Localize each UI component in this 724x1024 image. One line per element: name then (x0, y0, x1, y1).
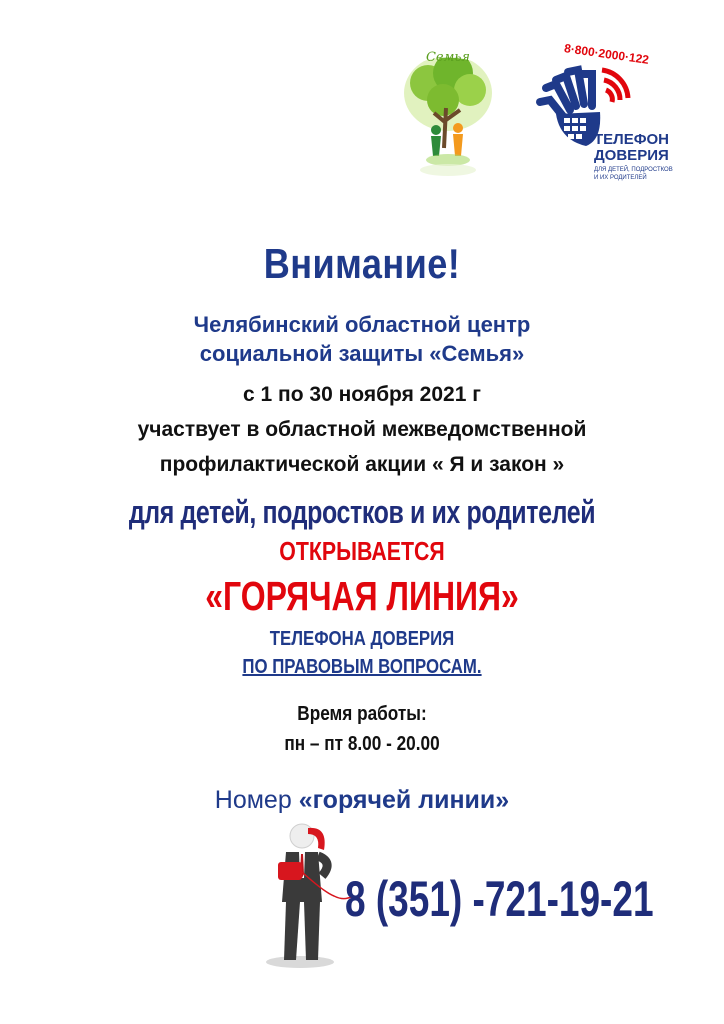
helpline-logo-sub-2: И ИХ РОДИТЕЛЕЙ (594, 175, 647, 181)
helpline-logo (532, 40, 678, 190)
helpline-logo-sub-1: ДЛЯ ДЕТЕЙ, ПОДРОСТКОВ (594, 167, 673, 173)
figure-head (290, 824, 314, 848)
figure-shadow (266, 956, 334, 968)
opens-line: ОТКРЫВАЕТСЯ (279, 536, 445, 566)
semya-logo-text: Семья (425, 50, 471, 65)
hand-icon (540, 70, 592, 120)
tree-leaf-cluster (427, 84, 459, 116)
org-line-2: социальной защиты «Семья» (199, 341, 525, 366)
helpline-logo-title-1: ТЕЛЕФОН (594, 131, 669, 148)
helpline-logo-title-2: ДОВЕРИЯ (594, 147, 669, 164)
audience-line: для детей, подростков и их родителей (128, 494, 596, 530)
helpline-line-2 (58, 656, 666, 679)
helpline-logo-number: 8·800·2000·122 (563, 41, 650, 67)
signal-arc-icon (606, 90, 612, 102)
org-line-1: Челябинский областной центр (193, 312, 531, 337)
dates-line: с 1 по 30 ноября 2021 г (243, 383, 481, 406)
red-phone-base-icon (278, 862, 302, 880)
work-hours-title: Время работы: (297, 703, 427, 725)
family-figure-body (431, 136, 441, 156)
hotline-heading: «ГОРЯЧАЯ ЛИНИЯ» (205, 573, 519, 619)
hotline-number-label (0, 786, 724, 815)
family-figure-head (431, 125, 441, 135)
participation-line-1: участвует в областной межведомственной (137, 418, 587, 441)
family-figure-head (453, 123, 463, 133)
figure-arm (318, 856, 327, 876)
helpline-line-1: ТЕЛЕФОНА ДОВЕРИЯ (269, 628, 455, 650)
hotline-number-label-quoted: «горячей линии» (298, 786, 510, 814)
work-hours-value: пн – пт 8.00 - 20.00 (284, 733, 440, 755)
figure-leg (304, 902, 320, 960)
semya-logo (398, 38, 498, 178)
attention-heading: Внимание! (263, 240, 461, 287)
hotline-number-label-prefix: Номер (214, 786, 299, 814)
hotline-phone-number: 8 (351) -721-19-21 (345, 871, 654, 927)
participation-line-2: профилактической акции « Я и закон » (159, 453, 565, 476)
family-figure-body (453, 134, 463, 156)
reflection (420, 164, 476, 176)
helpline-line-2-text: ПО ПРАВОВЫМ ВОПРОСАМ. (242, 656, 482, 678)
figure-leg (284, 902, 300, 960)
